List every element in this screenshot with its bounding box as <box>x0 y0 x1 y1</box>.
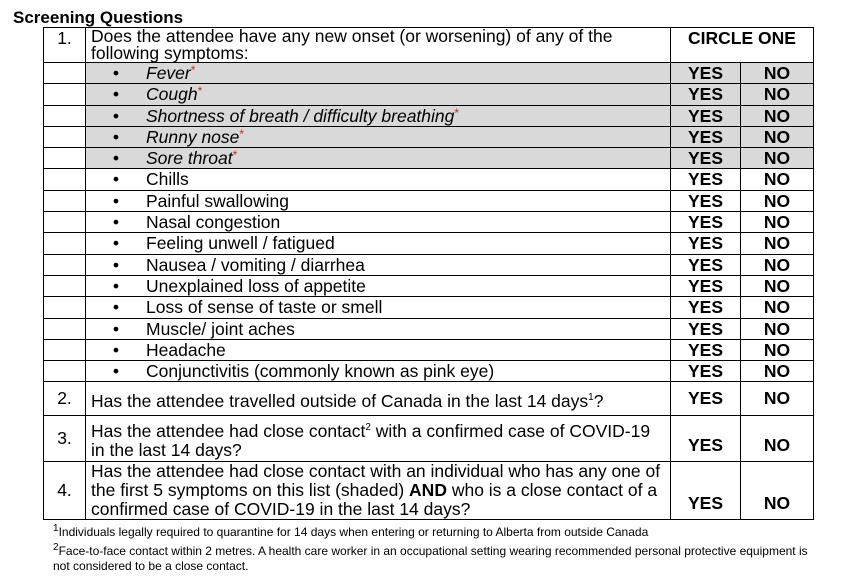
no-option[interactable]: NO <box>741 84 814 105</box>
question-1-row <box>44 28 814 63</box>
bullet: • <box>112 84 120 105</box>
empty-number-cell <box>44 275 86 296</box>
empty-number-cell <box>44 318 86 339</box>
no-option[interactable]: NO <box>741 63 814 84</box>
symptom-row <box>44 275 814 296</box>
circle-one-header: CIRCLE ONE <box>671 28 814 63</box>
question-text-part: with a confirmed case of COVID-19 in the last 14 days? <box>91 420 651 460</box>
question-number: 2. <box>44 382 86 416</box>
bullet: • <box>112 318 120 339</box>
yes-option[interactable]: YES <box>671 361 741 382</box>
symptom-label: Shortness of breath / difficulty breathing <box>146 105 455 126</box>
empty-number-cell <box>44 126 86 147</box>
footnotes <box>53 521 813 574</box>
symptom-cell <box>86 63 671 84</box>
symptom-row <box>44 297 814 318</box>
symptom-label: Conjunctivitis (commonly known as pink eye) <box>146 361 495 382</box>
question-text-part: who is a close contact of a confirmed case of COVID-19 in the last 14 days? <box>91 480 658 520</box>
no-option[interactable]: NO <box>741 297 814 318</box>
yes-option[interactable]: YES <box>671 148 741 169</box>
footnote-ref: 2 <box>365 422 371 434</box>
bullet: • <box>112 339 120 360</box>
bullet: • <box>112 212 120 233</box>
empty-number-cell <box>44 63 86 84</box>
no-option[interactable]: NO <box>741 212 814 233</box>
no-option[interactable]: NO <box>741 462 814 520</box>
no-option[interactable]: NO <box>741 148 814 169</box>
yes-option[interactable]: YES <box>671 190 741 211</box>
empty-number-cell <box>44 105 86 126</box>
yes-option[interactable]: YES <box>671 169 741 190</box>
symptom-label: Fever <box>146 63 191 83</box>
no-option[interactable]: NO <box>741 105 814 126</box>
no-option[interactable]: NO <box>741 275 814 296</box>
symptom-cell <box>86 126 671 147</box>
asterisk-mark: * <box>190 63 196 77</box>
symptom-cell <box>86 361 671 382</box>
bullet: • <box>112 63 120 83</box>
symptom-cell <box>86 190 671 211</box>
empty-number-cell <box>44 254 86 275</box>
symptom-cell <box>86 212 671 233</box>
symptom-label: Headache <box>146 339 226 360</box>
bullet: • <box>112 275 120 296</box>
yes-option[interactable]: YES <box>671 105 741 126</box>
yes-option[interactable]: YES <box>671 84 741 105</box>
yes-option[interactable]: YES <box>671 318 741 339</box>
bullet: • <box>112 233 120 254</box>
symptom-cell <box>86 84 671 105</box>
question-4-row <box>44 462 814 520</box>
symptom-row <box>44 361 814 382</box>
empty-number-cell <box>44 339 86 360</box>
question-number: 1. <box>44 28 86 63</box>
symptom-row <box>44 318 814 339</box>
screening-table <box>43 27 814 520</box>
symptom-row <box>44 148 814 169</box>
question-number: 3. <box>44 416 86 462</box>
bullet: • <box>112 126 120 147</box>
symptom-cell <box>86 254 671 275</box>
yes-option[interactable]: YES <box>671 126 741 147</box>
question-text-part: Has the attendee had close contact with an individual who has any one of the first 5 symptoms on this list (shaded) <box>91 461 661 501</box>
symptom-row <box>44 233 814 254</box>
yes-option[interactable]: YES <box>671 416 741 462</box>
symptom-cell <box>86 318 671 339</box>
symptom-row <box>44 254 814 275</box>
footnote-ref: 1 <box>588 391 594 403</box>
bullet: • <box>112 254 120 275</box>
footnote-1: $^1$Individuals legally required to quarantine for 14 days when entering or returning to Alberta from outside Canada <box>53 523 649 539</box>
no-option[interactable]: NO <box>741 190 814 211</box>
yes-option[interactable]: YES <box>671 339 741 360</box>
symptom-cell <box>86 169 671 190</box>
page-title: Screening Questions <box>13 8 184 27</box>
bullet: • <box>112 169 120 190</box>
no-option[interactable]: NO <box>741 169 814 190</box>
empty-number-cell <box>44 361 86 382</box>
symptom-label: Cough <box>146 84 198 105</box>
symptom-label: Loss of sense of taste or smell <box>146 297 383 318</box>
empty-number-cell <box>44 190 86 211</box>
symptom-row <box>44 190 814 211</box>
no-option[interactable]: NO <box>741 126 814 147</box>
symptom-label: Nausea / vomiting / diarrhea <box>146 254 365 275</box>
question-text-part: Has the attendee travelled outside of Canada in the last 14 days <box>91 390 589 411</box>
bullet: • <box>112 190 120 211</box>
symptom-cell <box>86 105 671 126</box>
symptom-row <box>44 63 814 84</box>
question-4-text <box>86 462 671 520</box>
yes-option[interactable]: YES <box>671 212 741 233</box>
empty-number-cell <box>44 84 86 105</box>
symptom-label: Muscle/ joint aches <box>146 318 295 339</box>
bullet: • <box>112 297 120 318</box>
question-2-text <box>86 382 671 416</box>
question-number: 4. <box>44 462 86 520</box>
symptom-cell <box>86 233 671 254</box>
no-option[interactable]: NO <box>741 233 814 254</box>
symptom-label: Feeling unwell / fatigued <box>146 233 335 254</box>
symptom-row <box>44 105 814 126</box>
question-text-part: Has the attendee had close contact <box>91 420 366 441</box>
symptom-row <box>44 212 814 233</box>
question-text-part: ? <box>593 390 604 411</box>
symptom-label: Sore throat <box>146 148 233 169</box>
footnote-2: $^2$Face-to-face contact within 2 metres. A health care worker in an occupational setting wearing recommended personal protective equipment is not considered to be a close contact. <box>53 542 808 573</box>
symptom-row <box>44 84 814 105</box>
question-3-text <box>86 416 671 462</box>
empty-number-cell <box>44 148 86 169</box>
symptom-row <box>44 169 814 190</box>
bullet: • <box>112 148 120 169</box>
yes-option[interactable]: YES <box>671 297 741 318</box>
bullet: • <box>112 105 120 126</box>
yes-option[interactable]: YES <box>671 233 741 254</box>
yes-option[interactable]: YES <box>671 63 741 84</box>
empty-number-cell <box>44 297 86 318</box>
question-2-row <box>44 382 814 416</box>
symptom-label: Unexplained loss of appetite <box>146 275 366 296</box>
empty-number-cell <box>44 212 86 233</box>
symptom-label: Nasal congestion <box>146 212 281 233</box>
empty-number-cell <box>44 169 86 190</box>
asterisk-mark: * <box>197 84 203 99</box>
no-option[interactable]: NO <box>741 382 814 416</box>
yes-option[interactable]: YES <box>671 382 741 416</box>
asterisk-mark: * <box>454 105 460 120</box>
symptom-label: Chills <box>146 169 189 190</box>
symptom-cell <box>86 297 671 318</box>
question-text-emphasis: AND <box>409 480 447 501</box>
asterisk-mark: * <box>232 148 238 163</box>
symptom-row <box>44 339 814 360</box>
yes-option[interactable]: YES <box>671 275 741 296</box>
symptom-cell <box>86 339 671 360</box>
bullet: • <box>112 361 120 382</box>
symptom-label: Painful swallowing <box>146 190 289 211</box>
asterisk-mark: * <box>239 126 245 141</box>
no-option[interactable]: NO <box>741 361 814 382</box>
question-3-row <box>44 416 814 462</box>
no-option[interactable]: NO <box>741 318 814 339</box>
no-option[interactable]: NO <box>741 416 814 462</box>
symptom-cell <box>86 148 671 169</box>
symptom-cell <box>86 275 671 296</box>
no-option[interactable]: NO <box>741 339 814 360</box>
symptom-label: Runny nose <box>146 126 240 147</box>
symptom-row <box>44 126 814 147</box>
yes-option[interactable]: YES <box>671 254 741 275</box>
yes-option[interactable]: YES <box>671 462 741 520</box>
question-1-text: Does the attendee have any new onset (or worsening) of any of the following symptoms: <box>86 28 671 63</box>
no-option[interactable]: NO <box>741 254 814 275</box>
empty-number-cell <box>44 233 86 254</box>
